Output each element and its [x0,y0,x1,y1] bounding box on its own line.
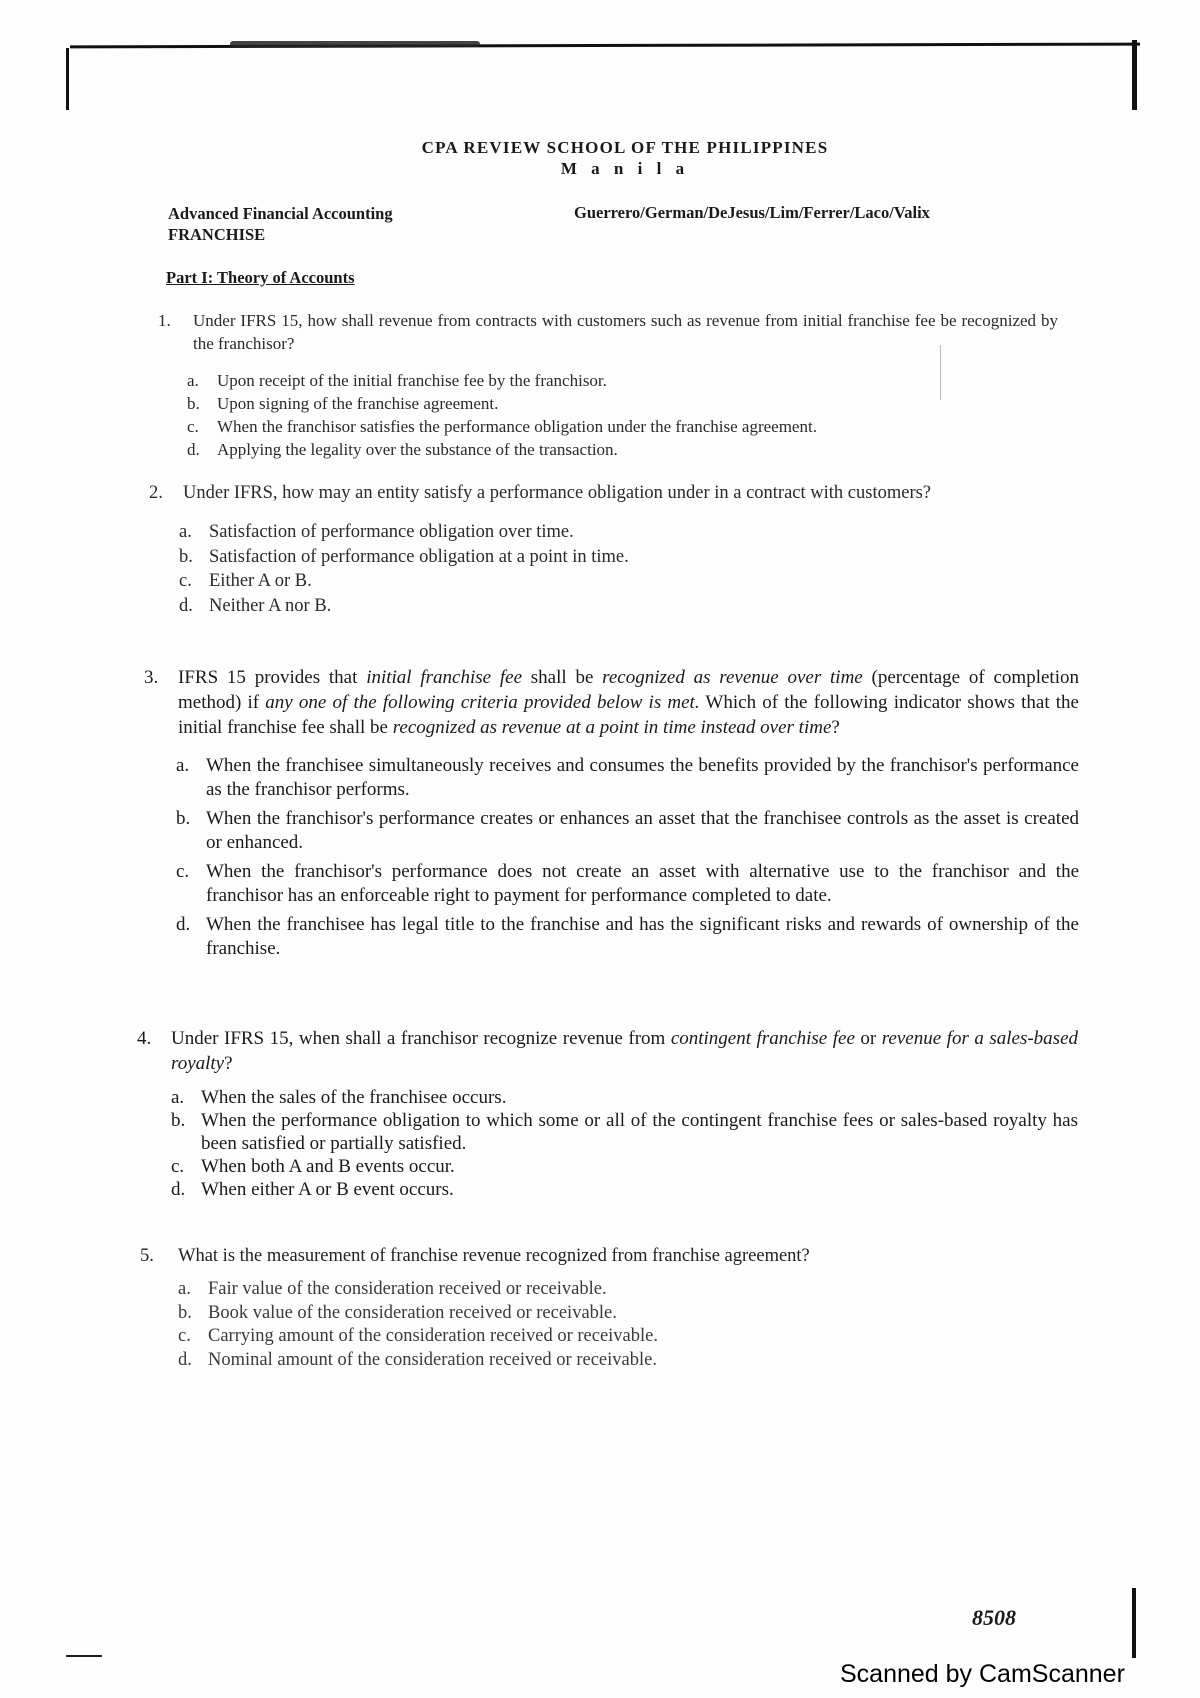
question-text-emphasis: recognized as revenue over time [602,667,863,688]
choice-text: When the franchisee has legal title to the franchise and has the significant risks and rewards of ownership of the franchise. [206,914,1079,959]
choice-list [178,1278,1065,1372]
page-code: 8508 [972,1605,1016,1630]
choice-text: Applying the legality over the substance of the transaction. [217,440,618,459]
choice-d [171,1178,1078,1201]
choice-letter: b. [176,808,191,829]
question-2 [149,481,1074,618]
question-number: 5. [140,1246,154,1266]
choice-letter: d. [176,914,191,935]
choice-list [179,520,1074,618]
question-text-emphasis: initial franchise fee [366,667,522,688]
part-title: Part I: Theory of Accounts [166,268,355,287]
choice-text: Satisfaction of performance obligation at a point in time. [209,546,629,567]
choice-c [179,569,1074,594]
question-text [171,1026,1078,1076]
choice-text: Upon receipt of the initial franchise fee by the franchisor. [217,371,607,390]
choice-text: Satisfaction of performance obligation over time. [209,522,574,542]
course-subject: Advanced Financial Accounting [168,204,393,223]
choice-letter: c. [176,861,190,882]
school-name: CPA REVIEW SCHOOL OF THE PHILIPPINES [421,138,829,157]
course-block [168,203,393,245]
choice-letter: b. [179,546,193,567]
choice-c [178,1325,1065,1349]
choice-d [179,594,1074,619]
choice-letter: c. [179,571,192,591]
choice-c [176,860,1079,908]
scan-edge-right-bottom [1132,1588,1136,1658]
choice-a [179,520,1074,545]
question-text-emphasis: recognized as revenue at a point in time instead over time [392,717,832,738]
choice-text: When the franchisor's performance does not create an asset with alternative use to the franchisor and the franchisor has an enforceable right to payment for performance completed to date. [206,861,1079,906]
choice-letter: c. [178,1326,191,1346]
question-1 [158,309,1058,461]
scan-smudge [230,41,480,47]
choice-a [171,1086,1078,1109]
question-text: Under IFRS 15, how shall revenue from contracts with customers such as revenue from initial franchise fee be recognized by the franchisor? [193,311,1058,353]
choice-list [187,369,1058,461]
choice-letter: b. [178,1302,192,1323]
choice-letter: d. [179,595,193,616]
choice-text: Book value of the consideration received or receivable. [208,1302,617,1323]
question-text-segment: IFRS 15 provides that [178,667,367,688]
question-text-segment: shall be [522,667,603,688]
choice-d [176,913,1079,961]
choice-text: Neither A nor B. [209,595,332,616]
question-5 [140,1244,1065,1372]
choice-letter: a. [178,1279,191,1299]
choice-letter: a. [176,755,190,776]
choice-text: Fair value of the consideration received or receivable. [208,1279,607,1299]
scan-edge-right [1132,40,1137,110]
question-number: 3. [144,667,159,688]
question-number: 1. [158,311,171,330]
choice-b [171,1109,1078,1155]
choice-b [178,1302,1065,1326]
choice-letter: d. [171,1179,186,1200]
choice-letter: a. [171,1087,185,1108]
choice-list [171,1086,1078,1201]
choice-text: When the franchisor's performance creates or enhances an asset that the franchisee controls as the asset is created or enhanced. [206,808,1079,853]
question-text-emphasis: contingent franchise fee [670,1028,855,1049]
choice-letter: c. [187,417,199,436]
choice-text: Carrying amount of the consideration received or receivable. [208,1326,658,1346]
question-number: 2. [149,483,163,503]
question-text [178,665,1079,740]
course-authors: Guerrero/German/DeJesus/Lim/Ferrer/Laco/Valix [574,203,930,222]
question-text-segment: or [854,1028,882,1049]
choice-b [176,807,1079,855]
scanner-watermark: Scanned by CamScanner [840,1660,1125,1688]
choice-letter: c. [171,1156,185,1177]
question-text-emphasis: any one of the following criteria provided below is met. [265,692,700,713]
choice-text: When both A and B events occur. [201,1156,455,1177]
question-text-segment: ? [224,1053,233,1074]
choice-text: Nominal amount of the consideration received or receivable. [208,1349,657,1370]
question-4 [137,1026,1078,1201]
question-text-emphasis: revenue for a sales-based royalty [171,1028,1078,1074]
choice-d [178,1349,1065,1373]
choice-letter: b. [171,1110,186,1131]
choice-d [187,438,1058,461]
choice-text: Either A or B. [209,571,312,591]
question-text: Under IFRS, how may an entity satisfy a performance obligation under in a contract with customers? [183,483,932,503]
question-text-segment: Under IFRS 15, when shall a franchisor recognize revenue from [171,1028,671,1049]
choice-a [176,754,1079,802]
choice-b [187,392,1058,415]
choice-text: When the franchisee simultaneously receives and consumes the benefits provided by the franchisor's performance as the franchisor performs. [206,755,1079,800]
scan-edge-bottom-left [66,1655,102,1657]
choice-b [179,545,1074,570]
question-text-segment: Which of the following indicator shows that the initial franchise fee shall be [178,692,1079,738]
choice-c [187,415,1058,438]
choice-c [171,1155,1078,1178]
choice-text: When the franchisor satisfies the performance obligation under the franchise agreement. [217,417,817,436]
choice-letter: a. [179,522,192,542]
choice-letter: d. [178,1349,192,1370]
choice-letter: d. [187,440,200,459]
scan-edge-left [66,48,69,110]
question-text: What is the measurement of franchise revenue recognized from franchise agreement? [178,1246,810,1266]
choice-text: When the performance obligation to which some or all of the contingent franchise fees or sales-based royalty has been satisfied or partially satisfied. [201,1110,1078,1154]
choice-text: Upon signing of the franchise agreement. [217,394,499,413]
question-number: 4. [137,1028,152,1049]
course-topic: FRANCHISE [168,225,266,244]
question-text-segment: (percentage of completion method) if [178,667,1079,713]
choice-list [176,754,1079,961]
choice-letter: a. [187,371,199,390]
choice-a [187,369,1058,392]
choice-text: When the sales of the franchisee occurs. [201,1087,507,1108]
choice-letter: b. [187,394,200,413]
question-text-segment: ? [831,717,840,738]
document-header [0,138,1200,179]
choice-text: When either A or B event occurs. [201,1179,454,1200]
question-3 [144,665,1079,966]
school-city: M a n i l a [560,159,690,178]
choice-a [178,1278,1065,1302]
